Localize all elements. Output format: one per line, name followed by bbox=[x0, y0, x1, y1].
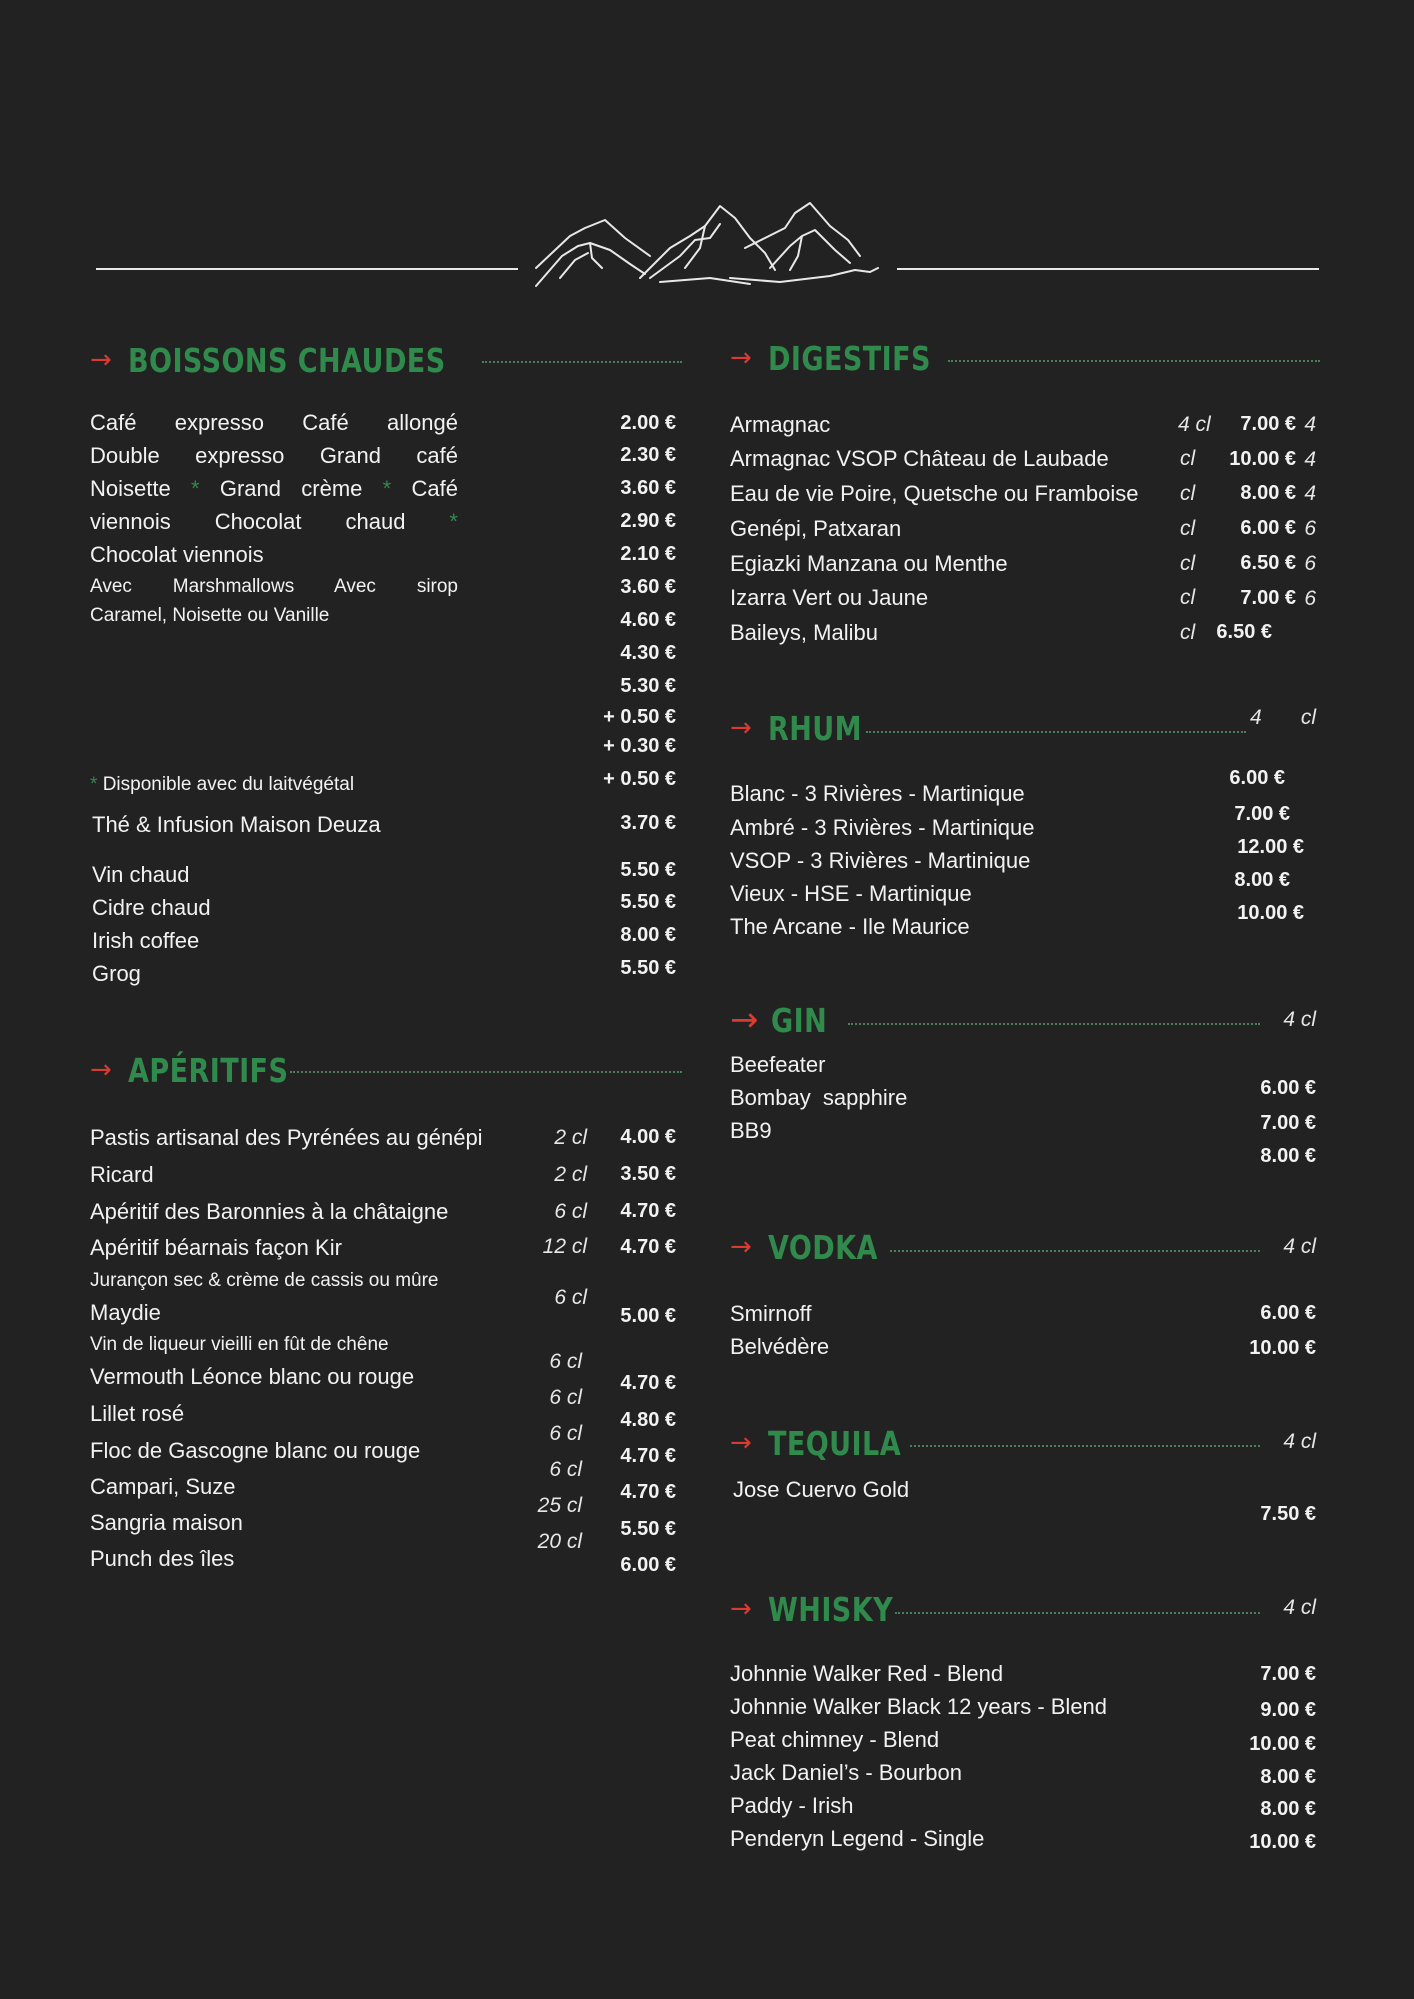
digestif-unit: 4 cl bbox=[1178, 413, 1211, 436]
digestif-price: 10.00 € bbox=[1229, 448, 1296, 470]
vodka-volume: 4 cl bbox=[1283, 1235, 1316, 1258]
aperitif-volume: 6 cl bbox=[549, 1350, 582, 1373]
digestif-name: Armagnac bbox=[730, 412, 831, 437]
section-title-rhum bbox=[730, 706, 882, 750]
hot-drink-name: Irish coffee bbox=[92, 928, 200, 953]
section-title-gin bbox=[730, 998, 839, 1042]
section-title-text: TEQUILA bbox=[767, 1423, 901, 1463]
tea-infusion-price: 3.70 € bbox=[620, 812, 676, 834]
aperitif-volume: 2 cl bbox=[554, 1163, 587, 1186]
rhum-name: VSOP - 3 Rivières - Martinique bbox=[730, 848, 1031, 873]
gin-price: 6.00 € bbox=[1260, 1077, 1316, 1099]
aperitif-name: Campari, Suze bbox=[90, 1474, 236, 1499]
dotted-leader bbox=[866, 731, 1246, 733]
dotted-leader bbox=[290, 1071, 682, 1073]
hot-drinks-price: 4.30 € bbox=[620, 642, 676, 664]
gin-name: Beefeater bbox=[730, 1052, 826, 1077]
whisky-name: Penderyn Legend - Single bbox=[730, 1826, 985, 1851]
hot-drink-name: Vin chaud bbox=[92, 862, 190, 887]
section-title-vodka bbox=[730, 1225, 902, 1269]
digestif-name: Egiazki Manzana ou Menthe bbox=[730, 551, 1008, 576]
tequila-price: 7.50 € bbox=[1260, 1503, 1316, 1525]
whisky-price: 8.00 € bbox=[1260, 1766, 1316, 1788]
aperitif-name: Floc de Gascogne blanc ou rouge bbox=[90, 1438, 421, 1463]
arrow-right-icon: → bbox=[90, 1055, 112, 1085]
header-rule-right bbox=[897, 268, 1319, 270]
rhum-volume-unit: cl bbox=[1300, 706, 1316, 729]
digestif-name: Eau de vie Poire, Quetsche ou Framboise bbox=[730, 481, 1139, 506]
hot-drink-name: Grog bbox=[92, 961, 141, 986]
section-title-digestifs bbox=[730, 336, 966, 380]
aperitif-volume: 6 cl bbox=[549, 1386, 582, 1409]
digestif-price: 8.00 € bbox=[1240, 482, 1296, 504]
digestif-unit: cl bbox=[1180, 447, 1196, 470]
hot-drinks-desc-line-1: Café expresso Café allongé bbox=[90, 410, 458, 435]
dotted-leader bbox=[848, 1023, 1260, 1025]
whisky-price: 7.00 € bbox=[1260, 1663, 1316, 1685]
hot-drinks-price: 3.60 € bbox=[620, 477, 676, 499]
hot-drinks-desc-line-3: Noisette * Grand crème * Café bbox=[90, 476, 458, 501]
section-title-text: VODKA bbox=[767, 1227, 878, 1267]
tequila-volume: 4 cl bbox=[1283, 1430, 1316, 1453]
aperitif-price: 5.00 € bbox=[620, 1305, 676, 1327]
digestif-trailing-volume: 4 bbox=[1304, 448, 1316, 471]
digestif-price: 6.50 € bbox=[1216, 621, 1272, 643]
whisky-name: Johnnie Walker Red - Blend bbox=[730, 1661, 1004, 1686]
vegetable-milk-note: * Disponible avec du laitvégétal bbox=[90, 774, 355, 795]
hot-drinks-price: 3.60 € bbox=[620, 576, 676, 598]
digestif-trailing-volume: 4 bbox=[1304, 482, 1316, 505]
dotted-leader bbox=[482, 361, 682, 363]
aperitif-volume: 12 cl bbox=[542, 1235, 587, 1258]
vodka-name: Smirnoff bbox=[730, 1301, 812, 1326]
whisky-price: 9.00 € bbox=[1260, 1699, 1316, 1721]
aperitif-name: Lillet rosé bbox=[90, 1401, 185, 1426]
digestif-unit: cl bbox=[1180, 482, 1196, 505]
whisky-name: Johnnie Walker Black 12 years - Blend bbox=[730, 1694, 1108, 1719]
rhum-name: Ambré - 3 Rivières - Martinique bbox=[730, 815, 1035, 840]
hot-drinks-desc-line-4: viennois Chocolat chaud * bbox=[90, 509, 458, 534]
header-rule-left bbox=[96, 268, 518, 270]
rhum-price: 6.00 € bbox=[1229, 767, 1285, 789]
gin-volume: 4 cl bbox=[1283, 1008, 1316, 1031]
hot-drinks-price: 4.60 € bbox=[620, 609, 676, 631]
hot-drinks-price: 5.30 € bbox=[620, 675, 676, 697]
aperitif-price: 6.00 € bbox=[620, 1554, 676, 1576]
aperitif-price: 4.70 € bbox=[620, 1236, 676, 1258]
aperitif-subtitle: Jurançon sec & crème de cassis ou mûre bbox=[90, 1270, 439, 1291]
hot-drink-price: 8.00 € bbox=[620, 924, 676, 946]
aperitif-price: 4.80 € bbox=[620, 1409, 676, 1431]
rhum-name: Vieux - HSE - Martinique bbox=[730, 881, 972, 906]
section-title-text: WHISKY bbox=[767, 1589, 893, 1629]
whisky-name: Paddy - Irish bbox=[730, 1793, 854, 1818]
gin-name: Bombay sapphire bbox=[730, 1085, 908, 1110]
digestif-unit: cl bbox=[1180, 517, 1196, 540]
aperitif-name: Maydie bbox=[90, 1300, 161, 1325]
rhum-price: 7.00 € bbox=[1234, 803, 1290, 825]
digestif-unit: cl bbox=[1180, 621, 1196, 644]
hot-drinks-price: 2.90 € bbox=[620, 510, 676, 532]
vodka-price: 6.00 € bbox=[1260, 1302, 1316, 1324]
hot-drink-price: 5.50 € bbox=[620, 891, 676, 913]
aperitif-price: 4.70 € bbox=[620, 1200, 676, 1222]
arrow-right-icon: → bbox=[730, 1428, 752, 1458]
aperitif-name: Vermouth Léonce blanc ou rouge bbox=[90, 1364, 415, 1389]
gin-price: 8.00 € bbox=[1260, 1145, 1316, 1167]
section-title-text: GIN bbox=[770, 1000, 827, 1040]
hot-drink-price: 5.50 € bbox=[620, 957, 676, 979]
aperitif-volume: 6 cl bbox=[554, 1286, 587, 1309]
whisky-price: 10.00 € bbox=[1249, 1733, 1316, 1755]
vodka-price: 10.00 € bbox=[1249, 1337, 1316, 1359]
aperitif-volume: 25 cl bbox=[537, 1494, 582, 1517]
dotted-leader bbox=[895, 1612, 1260, 1614]
rhum-volume-number: 4 bbox=[1250, 706, 1262, 729]
section-title-text: BOISSONS CHAUDES bbox=[127, 340, 446, 380]
aperitif-name: Pastis artisanal des Pyrénées au génépi bbox=[90, 1125, 483, 1150]
arrow-right-icon: → bbox=[730, 1594, 752, 1624]
section-title-text: APÉRITIFS bbox=[127, 1050, 289, 1090]
arrow-right-icon: → bbox=[730, 713, 752, 743]
aperitif-name: Punch des îles bbox=[90, 1546, 235, 1571]
hot-drinks-price: + 0.50 € bbox=[603, 768, 676, 790]
hot-drinks-desc-line-5: Chocolat viennois bbox=[90, 542, 264, 567]
arrow-right-icon: → bbox=[90, 345, 112, 375]
hot-drinks-price: 2.10 € bbox=[620, 543, 676, 565]
rhum-name: The Arcane - Ile Maurice bbox=[730, 914, 970, 939]
hot-drinks-price: 2.30 € bbox=[620, 444, 676, 466]
digestif-price: 7.00 € bbox=[1240, 587, 1296, 609]
aperitif-volume: 20 cl bbox=[537, 1530, 582, 1553]
hot-drinks-price: + 0.50 € bbox=[603, 706, 676, 728]
section-title-whisky bbox=[730, 1587, 920, 1631]
digestif-name: Genépi, Patxaran bbox=[730, 516, 902, 541]
rhum-price: 10.00 € bbox=[1237, 902, 1304, 924]
digestif-name: Armagnac VSOP Château de Laubade bbox=[730, 446, 1109, 471]
rhum-name: Blanc - 3 Rivières - Martinique bbox=[730, 781, 1025, 806]
digestif-price: 7.00 € bbox=[1240, 413, 1296, 435]
digestif-name: Baileys, Malibu bbox=[730, 620, 878, 645]
aperitif-price: 3.50 € bbox=[620, 1163, 676, 1185]
dotted-leader bbox=[948, 360, 1320, 362]
aperitif-volume: 6 cl bbox=[554, 1200, 587, 1223]
digestif-price: 6.50 € bbox=[1240, 552, 1296, 574]
arrow-right-icon: → bbox=[730, 1232, 752, 1262]
aperitif-name: Sangria maison bbox=[90, 1510, 243, 1535]
hot-drinks-price: + 0.30 € bbox=[603, 735, 676, 757]
aperitif-volume: 2 cl bbox=[554, 1126, 587, 1149]
section-title-text: RHUM bbox=[767, 708, 862, 748]
gin-price: 7.00 € bbox=[1260, 1112, 1316, 1134]
hot-drink-price: 5.50 € bbox=[620, 859, 676, 881]
hot-drinks-desc-line-7: Caramel, Noisette ou Vanille bbox=[90, 605, 330, 626]
aperitif-volume: 6 cl bbox=[549, 1422, 582, 1445]
hot-drinks-desc-line-2: Double expresso Grand café bbox=[90, 443, 458, 468]
section-title-text: DIGESTIFS bbox=[767, 338, 931, 378]
digestif-unit: cl bbox=[1180, 552, 1196, 575]
digestif-trailing-volume: 6 bbox=[1304, 552, 1316, 575]
hot-drinks-price: 2.00 € bbox=[620, 412, 676, 434]
hot-drink-name: Cidre chaud bbox=[92, 895, 211, 920]
tequila-name: Jose Cuervo Gold bbox=[733, 1477, 910, 1502]
digestif-trailing-volume: 6 bbox=[1304, 517, 1316, 540]
digestif-name: Izarra Vert ou Jaune bbox=[730, 585, 929, 610]
arrow-right-icon: → bbox=[730, 1000, 759, 1040]
aperitif-volume: 6 cl bbox=[549, 1458, 582, 1481]
arrow-right-icon: → bbox=[730, 343, 752, 373]
aperitif-price: 5.50 € bbox=[620, 1518, 676, 1540]
aperitif-price: 4.70 € bbox=[620, 1445, 676, 1467]
section-title-tequila bbox=[730, 1421, 930, 1465]
whisky-price: 8.00 € bbox=[1260, 1798, 1316, 1820]
hot-drinks-desc-line-6: Avec Marshmallows Avec sirop bbox=[90, 576, 458, 597]
digestif-unit: cl bbox=[1180, 586, 1196, 609]
gin-name: BB9 bbox=[730, 1118, 772, 1143]
whisky-name: Jack Daniel’s - Bourbon bbox=[730, 1760, 962, 1785]
whisky-name: Peat chimney - Blend bbox=[730, 1727, 940, 1752]
aperitif-price: 4.00 € bbox=[620, 1126, 676, 1148]
aperitif-price: 4.70 € bbox=[620, 1481, 676, 1503]
aperitif-name: Apéritif béarnais façon Kir bbox=[90, 1235, 342, 1260]
mountains-icon bbox=[530, 198, 885, 293]
vodka-name: Belvédère bbox=[730, 1334, 830, 1359]
aperitif-name: Apéritif des Baronnies à la châtaigne bbox=[90, 1199, 449, 1224]
dotted-leader bbox=[890, 1250, 1260, 1252]
section-title-boissons-chaudes bbox=[90, 338, 515, 382]
rhum-price: 8.00 € bbox=[1234, 869, 1290, 891]
whisky-price: 10.00 € bbox=[1249, 1831, 1316, 1853]
digestif-trailing-volume: 6 bbox=[1304, 587, 1316, 610]
rhum-price: 12.00 € bbox=[1237, 836, 1304, 858]
whisky-volume: 4 cl bbox=[1283, 1596, 1316, 1619]
tea-infusion-name: Thé & Infusion Maison Deuza bbox=[92, 812, 381, 837]
section-title-aperitifs bbox=[90, 1048, 323, 1092]
aperitif-name: Ricard bbox=[90, 1162, 154, 1187]
dotted-leader bbox=[910, 1445, 1260, 1447]
digestif-price: 6.00 € bbox=[1240, 517, 1296, 539]
aperitif-price: 4.70 € bbox=[620, 1372, 676, 1394]
aperitif-subtitle: Vin de liqueur vieilli en fût de chêne bbox=[90, 1334, 389, 1355]
digestif-trailing-volume: 4 bbox=[1304, 413, 1316, 436]
